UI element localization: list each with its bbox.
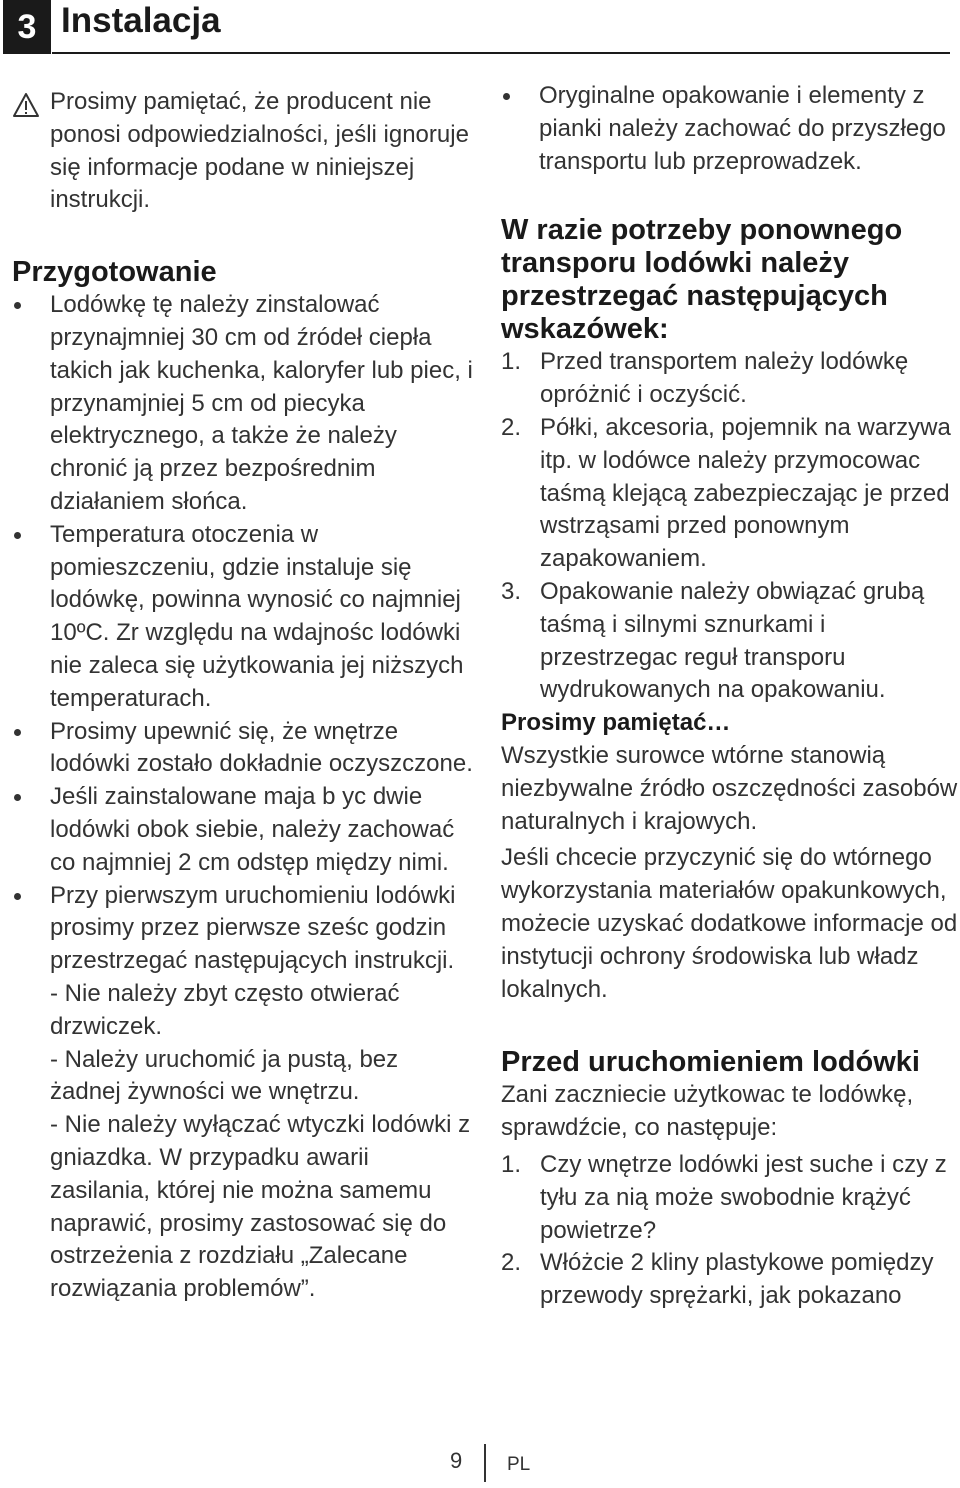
section-title-preparation: Przygotowanie [12,256,217,289]
list-item [501,576,960,707]
packaging-list [501,80,960,178]
section-title-before-start: Przed uruchomieniem lodówki [501,1046,920,1079]
list-item: Jeśli zainstalowane maja b yc dwie lodówki obok siebie, należy zachować co najmniej 2 cm odstęp między nimi. [12,781,474,879]
list-item [501,1149,960,1247]
remember-paragraph: Jeśli chcecie przyczynić się do wtórnego wykorzystania materiałów opakunkowych, możecie uzyskać dodatkowe informacje od instytucji ochrony środowiska lub władz lokalnych. [501,844,958,1003]
list-item: Oryginalne opakowanie i elementy z pianki należy zachować do przyszłego transportu lub przeprowadzek. [501,80,960,178]
list-item: Prosimy upewnić się, że wnętrze lodówki zostało dokładnie oczyszczone. [12,716,474,782]
remember-title: Prosimy pamiętać… [501,709,731,737]
page-footer [0,1444,960,1484]
step-number: 3. [501,577,522,605]
step-number: 2. [501,1249,522,1277]
remember-paragraph: Wszystkie surowce wtórne stanowią niezbywalne źródło oszczędności zasobów naturalnych i krajowych. [501,741,958,835]
list-item [501,1247,960,1313]
step-number: 2. [501,413,522,441]
before-start-intro: Zani zaczniecie użytkowac te lodówkę, sprawdźcie, co następuje: [501,1081,914,1142]
step-text: Półki, akcesoria, pojemnik na warzywa itp. w lodówce należy przymocowac taśmą klejącą zabezpieczając je przed wstrząsami przed ponownym zapakowaniem. [540,413,951,573]
first-use-line: - Nie należy wyłączać wtyczki lodówki z gniazdka. W przypadku awarii zasilania, której nie można samemu naprawić, prosimy zastosować się do ostrzeżenia z rozdziału „Zalecane rozwiązania problemów”. [50,1111,471,1303]
chapter-number: 3 [3,0,51,54]
warning-icon [12,92,40,118]
first-use-line: - Nie należy zbyt często otwierać drzwiczek. [50,979,400,1040]
list-item [501,346,960,412]
step-number: 1. [501,1150,522,1178]
step-text: Czy wnętrze lodówki jest suche i czy z tyłu za nią może swobodnie krążyć powietrze? [540,1150,947,1244]
list-item: Lodówkę tę należy zinstalować przynajmniej 30 cm od źródeł ciepła takich jak kuchenka, kaloryfer lub piec, i przynamjniej 5 cm od piecyka elektrycznego, a także że należy chronić ją przez bezpośrednim działaniem słońca. [12,289,474,519]
left-column [12,80,474,1306]
right-column [501,80,960,1313]
language-code: PL [507,1454,531,1475]
first-use-line: - Należy uruchomić ja pustą, bez żadnej żywności we wnętrzu. [50,1045,399,1106]
page-number: 9 [450,1448,463,1473]
before-start-steps [501,1149,960,1313]
footer-divider [484,1444,486,1482]
list-item-first-use [12,880,474,1306]
preparation-list [12,289,474,1306]
step-number: 1. [501,348,522,376]
section-title-transport: W razie potrzeby ponownego transporu lodówki należy przestrzegać następujących wskazówek: [501,214,903,346]
list-item: Temperatura otoczenia w pomieszczeniu, gdzie instaluje się lodówkę, powinna wynosić co najmniej 10ºC. Zr względu na wdajnośc lodówki nie zaleca się użytkowania jej niższych temperaturach. [12,519,474,716]
chapter-header [0,0,950,54]
step-text: Przed transportem należy lodówkę opróżnić i oczyścić. [540,348,909,409]
first-use-text: Przy pierwszym uruchomieniu lodówki prosimy przez pierwsze sześc godzin przestrzegać następujących instrukcji. [50,881,456,975]
list-item [501,412,960,576]
step-text: Opakowanie należy obwiązać grubą taśmą i silnymi sznurkami i przestrzegac reguł transporu wydrukowanych na opakowaniu. [540,577,925,704]
chapter-title: Instalacja [61,1,221,40]
warning-text: Prosimy pamiętać, że producent nie ponosi odpowiedzialności, jeśli ignoruje się informacje podane w niniejszej instrukcji. [50,88,469,214]
warning-note [12,86,474,217]
transport-steps [501,346,960,707]
header-rule [52,52,950,54]
step-text: Włóżcie 2 kliny plastykowe pomiędzy przewody sprężarki, jak pokazano [540,1249,934,1310]
